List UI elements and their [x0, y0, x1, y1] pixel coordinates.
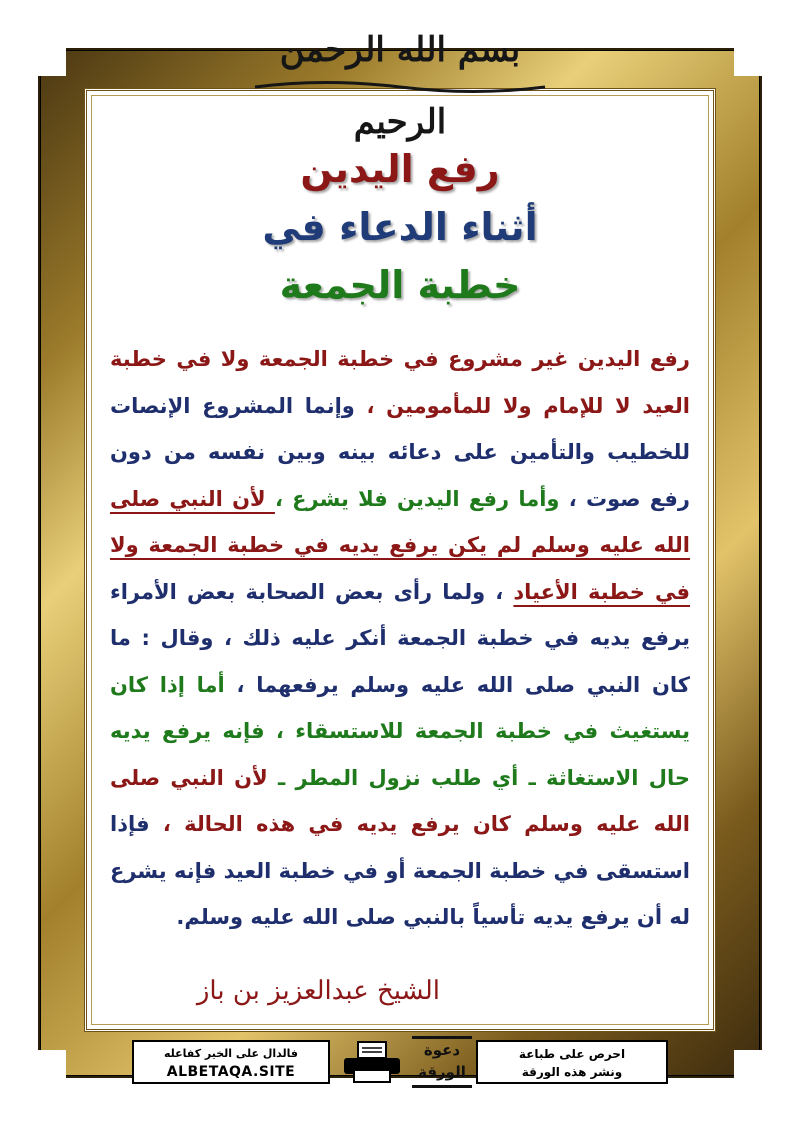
- fatwa-body-text: [110, 336, 690, 941]
- frame-corner-notch: [36, 46, 66, 76]
- body-segment-6: أما إذا كان يستغيث في خطبة الجمعة للاستسقاء ، فإنه يرفع يديه حال الاستغاثة ـ أي طلب نزول المطر ـ: [110, 672, 690, 790]
- basmala-ornament: [250, 78, 550, 96]
- title-line-2: أثناء الدعاء في: [262, 205, 538, 249]
- footer-bar: [132, 1040, 668, 1084]
- author-signature: الشيخ عبدالعزيز بن باز: [196, 976, 440, 1006]
- title-line-3: خطبة الجمعة: [279, 263, 521, 307]
- body-segment-2: وإنما المشروع الإنصات للخطيب والتأمين على دعائه بينه وبين نفسه من دون رفع صوت ،: [110, 393, 690, 511]
- frame-corner-notch: [734, 46, 764, 76]
- dawah-logo: دعوة الورقة: [412, 1036, 472, 1088]
- footer-print-box: [476, 1040, 668, 1084]
- footer-website[interactable]: ALBETAQA.SITE: [166, 1064, 296, 1080]
- footer-slogan: فالدال على الخير كفاعله: [163, 1047, 299, 1060]
- body-segment-1: رفع اليدين غير مشروع في خطبة الجمعة ولا في خطبة العيد لا للإمام ولا للمأمومين ،: [110, 347, 690, 418]
- footer-print-line-2: ونشر هذه الورقة: [521, 1065, 623, 1079]
- title-line-1: رفع اليدين: [300, 147, 500, 191]
- frame-corner-notch: [734, 1050, 764, 1080]
- body-segment-8: فإذا استسقى في خطبة الجمعة أو في خطبة العيد فإنه يشرع له أن يرفع يديه تأسياً بالنبي صلى الله عليه وسلم.: [110, 812, 690, 929]
- body-segment-5: ، ولما رأى بعض الصحابة بعض الأمراء يرفع يديه في خطبة الجمعة أنكر عليه ذلك ، وقال : ما كان النبي صلى الله عليه وسلم يرفعهما ،: [110, 579, 690, 697]
- body-segment-7: لأن النبي صلى الله عليه وسلم كان يرفع يديه في هذه الحالة ،: [110, 765, 691, 836]
- body-segment-3: وأما رفع اليدين فلا يشرع ،: [274, 486, 569, 511]
- basmala-calligraphy: بسم الله الرحمن الرحيم: [279, 30, 521, 142]
- footer-print-line-1: احرص على طباعة: [518, 1047, 626, 1061]
- frame-corner-notch: [36, 1050, 66, 1080]
- body-segment-4: لأن النبي صلى الله عليه وسلم لم يكن يرفع يديه في خطبة الجمعة ولا في خطبة الأعياد: [110, 486, 690, 604]
- footer-website-box[interactable]: [132, 1040, 330, 1084]
- printer-icon: [340, 1040, 404, 1084]
